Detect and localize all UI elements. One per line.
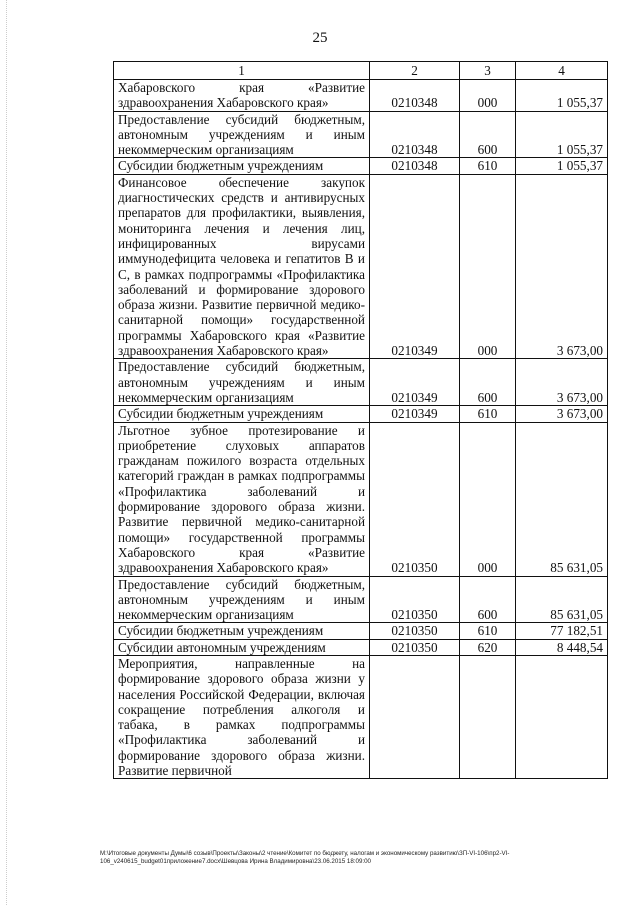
column-header: 2 xyxy=(370,62,460,80)
column-header: 4 xyxy=(516,62,608,80)
row-amount: 85 631,05 xyxy=(516,422,608,576)
row-target-code: 0210348 xyxy=(370,80,460,112)
table-row xyxy=(114,174,608,359)
row-target-code xyxy=(370,655,460,778)
row-amount: 3 673,00 xyxy=(516,406,608,422)
budget-table xyxy=(113,61,608,779)
table-row xyxy=(114,158,608,174)
row-description: Предоставление субсидий бюджетным, автономным учреждениям и иным некоммерческим организациям xyxy=(114,111,370,158)
row-amount: 1 055,37 xyxy=(516,158,608,174)
page-number: 25 xyxy=(312,30,328,46)
table-row xyxy=(114,422,608,576)
table-row xyxy=(114,655,608,778)
row-expense-type: 000 xyxy=(460,174,516,359)
row-description: Хабаровского края «Развитие здравоохранения Хабаровского края» xyxy=(114,80,370,112)
column-header: 3 xyxy=(460,62,516,80)
row-amount: 77 182,51 xyxy=(516,623,608,639)
row-expense-type: 610 xyxy=(460,623,516,639)
row-expense-type xyxy=(460,655,516,778)
table-row xyxy=(114,359,608,406)
file-path-footer: M:\Итоговые документы Думы\6 созыв\Проекты\Законы\2 чтение\Комитет по бюджету, налогам и экономическому развитию\ЗП-VI-106\пр2-VI-106_v240615_budget01приложение7.docx\Шевцова Ирина Владимировна\23.06.2015 18:09:00 xyxy=(100,850,510,865)
row-target-code: 0210350 xyxy=(370,623,460,639)
row-description: Субсидии бюджетным учреждениям xyxy=(114,623,370,639)
row-amount: 3 673,00 xyxy=(516,359,608,406)
table-row xyxy=(114,576,608,623)
row-expense-type: 600 xyxy=(460,359,516,406)
row-expense-type: 600 xyxy=(460,111,516,158)
row-target-code: 0210350 xyxy=(370,422,460,576)
row-expense-type: 000 xyxy=(460,80,516,112)
row-description: Льготное зубное протезирование и приобретение слуховых аппаратов гражданам пожилого возраста отдельных категорий граждан в рамках подпрограммы «Профилактика заболеваний и формирование здорового образа жизни. Развитие первичной медико-санитарной помощи» государственной программы Хабаровского края «Развитие здравоохранения Хабаровского края» xyxy=(114,422,370,576)
row-description: Финансовое обеспечение закупок диагностических средств и антивирусных препаратов для профилактики, выявления, мониторинга лечения и лечения лиц, инфицированных вирусами иммунодефицита человека и гепатитов В и С, в рамках подпрограммы «Профилактика заболеваний и формирование здорового образа жизни. Развитие первичной медико-санитарной помощи» государственной программы Хабаровского края «Развитие здравоохранения Хабаровского края» xyxy=(114,174,370,359)
table-header-row xyxy=(114,62,608,80)
row-expense-type: 600 xyxy=(460,576,516,623)
row-description: Субсидии автономным учреждениям xyxy=(114,639,370,655)
table-row xyxy=(114,623,608,639)
table-row xyxy=(114,80,608,112)
row-target-code: 0210349 xyxy=(370,406,460,422)
row-target-code: 0210349 xyxy=(370,359,460,406)
row-amount: 8 448,54 xyxy=(516,639,608,655)
row-target-code: 0210350 xyxy=(370,576,460,623)
table-row xyxy=(114,639,608,655)
row-expense-type: 620 xyxy=(460,639,516,655)
margin-guide xyxy=(6,0,7,905)
row-description: Предоставление субсидий бюджетным, автономным учреждениям и иным некоммерческим организациям xyxy=(114,576,370,623)
row-amount: 85 631,05 xyxy=(516,576,608,623)
table-row xyxy=(114,111,608,158)
row-amount xyxy=(516,655,608,778)
column-header: 1 xyxy=(114,62,370,80)
row-amount: 1 055,37 xyxy=(516,111,608,158)
row-target-code: 0210349 xyxy=(370,174,460,359)
row-amount: 3 673,00 xyxy=(516,174,608,359)
row-expense-type: 610 xyxy=(460,158,516,174)
row-amount: 1 055,37 xyxy=(516,80,608,112)
row-target-code: 0210348 xyxy=(370,111,460,158)
row-expense-type: 000 xyxy=(460,422,516,576)
row-description: Субсидии бюджетным учреждениям xyxy=(114,158,370,174)
row-target-code: 0210348 xyxy=(370,158,460,174)
row-description: Субсидии бюджетным учреждениям xyxy=(114,406,370,422)
row-description: Мероприятия, направленные на формирование здорового образа жизни у населения Российской Федерации, включая сокращение потребления алкоголя и табака, в рамках подпрограммы «Профилактика заболеваний и формирование здорового образа жизни. Развитие первичной xyxy=(114,655,370,778)
row-description: Предоставление субсидий бюджетным, автономным учреждениям и иным некоммерческим организациям xyxy=(114,359,370,406)
row-expense-type: 610 xyxy=(460,406,516,422)
table-row xyxy=(114,406,608,422)
row-target-code: 0210350 xyxy=(370,639,460,655)
